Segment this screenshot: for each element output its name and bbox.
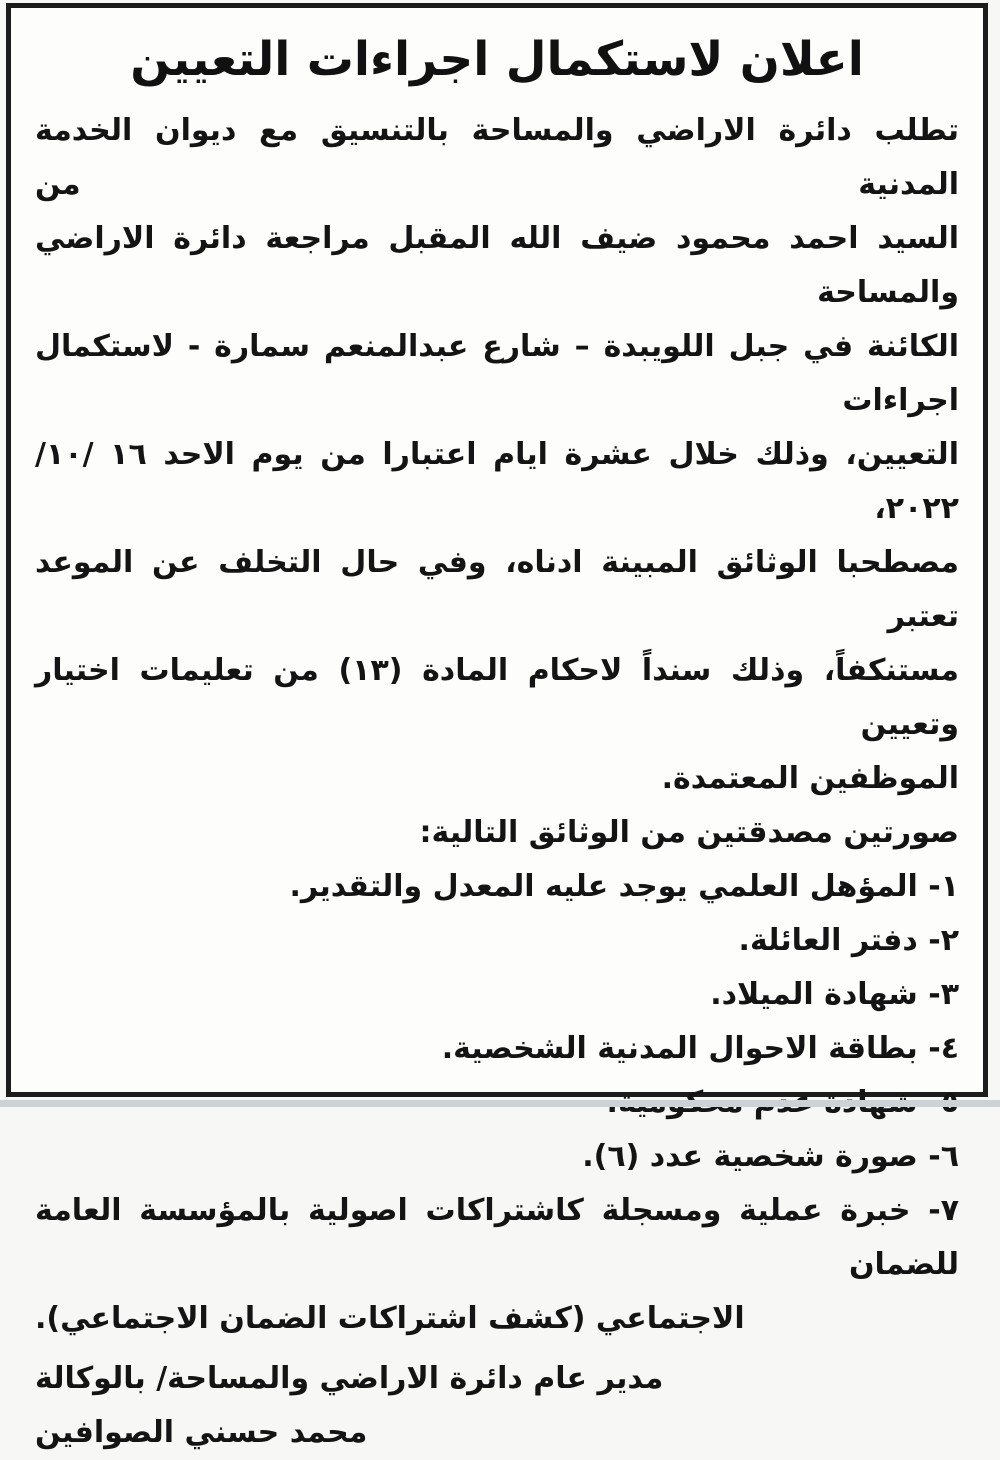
document-list-item: ٣- شهادة الميلاد. <box>710 977 959 1012</box>
document-list-item: ٢- دفتر العائلة. <box>738 923 959 958</box>
ad-body <box>35 104 959 1460</box>
paragraph-line: الكائنة في جبل اللويبدة – شارع عبدالمنعم سمارة - لاستكمال اجراءات <box>35 329 959 418</box>
paragraph-line: مستنكفاً، وذلك سنداً لاحكام المادة (١٣) من تعليمات اختيار وتعيين <box>35 653 959 742</box>
scan-edge-strip <box>0 1100 1000 1107</box>
documents-intro-line: صورتين مصدقتين من الوثائق التالية: <box>419 815 959 850</box>
signature-name-line: محمد حسني الصوافين <box>35 1415 368 1450</box>
document-list-item: ٦- صورة شخصية عدد (٦). <box>582 1139 959 1174</box>
document-list-item: ١- المؤهل العلمي يوجد عليه المعدل والتقدير. <box>289 869 959 904</box>
document-list-item: ٧- خبرة عملية ومسجلة كاشتراكات اصولية بالمؤسسة العامة للضمان <box>35 1193 959 1282</box>
document-list-item: ٤- بطاقة الاحوال المدنية الشخصية. <box>441 1031 959 1066</box>
paragraph-line: السيد احمد محمود ضيف الله المقبل مراجعة دائرة الاراضي والمساحة <box>35 221 959 310</box>
paragraph-line: التعيين، وذلك خلال عشرة ايام اعتبارا من يوم الاحد ١٦ /١٠/ ٢٠٢٢، <box>35 437 959 526</box>
signature-role-line: مدير عام دائرة الاراضي والمساحة/ بالوكالة <box>35 1361 664 1396</box>
signature-block <box>35 1352 959 1460</box>
ad-title: اعلان لاستكمال اجراءات التعيين <box>130 32 864 87</box>
paragraph-line: مصطحبا الوثائق المبينة ادناه، وفي حال التخلف عن الموعد تعتبر <box>35 545 959 634</box>
paragraph-line: تطلب دائرة الاراضي والمساحة بالتنسيق مع ديوان الخدمة المدنية من <box>35 113 959 202</box>
paragraph-line: الموظفين المعتمدة. <box>661 761 959 796</box>
document-list-item-continuation: الاجتماعي (كشف اشتراكات الضمان الاجتماعي). <box>35 1301 745 1336</box>
announcement-box <box>6 3 988 1450</box>
